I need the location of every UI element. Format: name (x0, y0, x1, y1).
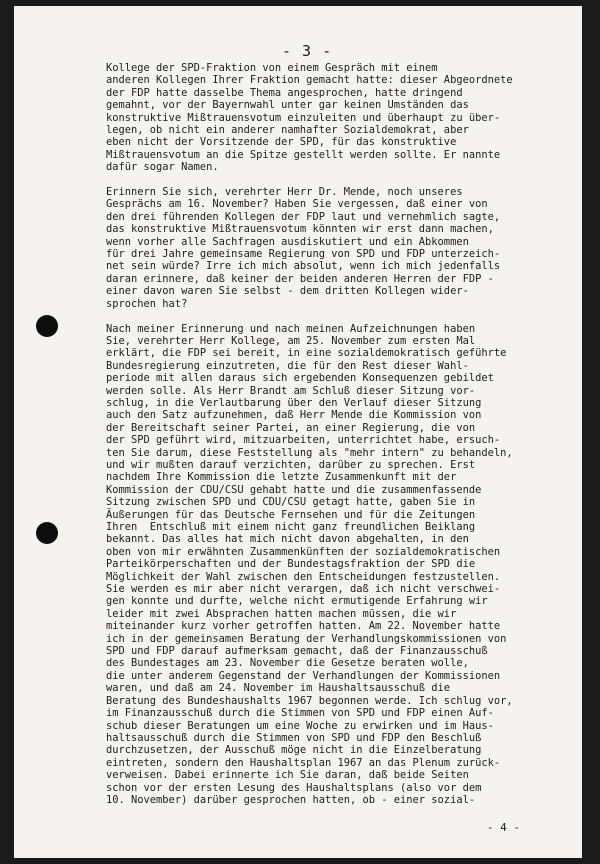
text-line: Parteikörperschaften und der Bundestagsfraktion der SPD die (106, 558, 476, 571)
letter-body (106, 62, 576, 819)
text-line: Beratung des Bundeshaushalts 1967 begonnen werde. Ich schlug vor, (106, 694, 513, 707)
text-line: Nach meiner Erinnerung und nach meinen Aufzeichnungen haben (106, 322, 476, 335)
text-line: miteinander kurz vorher getroffen hatten. Am 22. November hatte (106, 620, 501, 633)
text-line: Mißtrauensvotum an die Spitze gestellt werden sollte. Er nannte (106, 148, 501, 161)
text-line: werden solle. Als Herr Brandt am Schluß dieser Sitzung vor- (106, 384, 476, 397)
punch-hole-bottom (36, 522, 58, 544)
document-page (14, 6, 582, 858)
text-line: waren, und daß am 24. November im Haushaltsausschuß die (106, 682, 451, 695)
text-line: Äußerungen für das Deutsche Fernsehen und für die Zeitungen (106, 508, 476, 521)
text-line: einer davon waren Sie selbst - dem dritten Kollegen wider- (106, 285, 469, 298)
text-line: anderen Kollegen Ihrer Fraktion gemacht hatte: dieser Abgeordnete (106, 74, 513, 87)
text-line: 10. November) darüber gesprochen hatten, ob - einer sozial- (106, 793, 476, 806)
text-line: leider mit zwei Absprachen hatten machen müssen, die wir (106, 607, 457, 620)
text-line: erklärt, die FDP sei bereit, in eine sozialdemokratisch geführte (106, 347, 507, 360)
text-line: für drei Jahre gemeinsame Regierung von SPD und FDP unterzeich- (106, 248, 501, 261)
text-line: schlug, in die Verlautbarung über den Verlauf dieser Sitzung (106, 396, 482, 409)
text-line: nachdem Ihre Kommission die letzte Zusammenkunft mit der (106, 471, 457, 484)
text-line: verweisen. Dabei erinnerte ich Sie daran, daß beide Seiten (106, 769, 469, 782)
text-line: ten Sie darum, diese Feststellung als "mehr intern" zu behandeln, (106, 446, 513, 459)
page-number: - 3 - (282, 42, 333, 60)
text-line: Erinnern Sie sich, verehrter Herr Dr. Mende, noch unseres (106, 186, 463, 199)
text-line: Kollege der SPD-Fraktion von einem Gespräch mit einem (106, 62, 438, 74)
text-line: im Finanzausschuß durch die Stimmen von SPD und FDP einen Auf- (106, 707, 494, 720)
text-line: bekannt. Das alles hat mich nicht davon abgehalten, in den (106, 533, 469, 546)
text-line: die unter anderem Gegenstand der Verhandlungen der Kommissionen (106, 669, 501, 682)
text-line: oben von mir erwähnten Zusammenkünften der sozialdemokratischen (106, 545, 501, 558)
text-line: wenn vorher alle Sachfragen ausdiskutiert und ein Abkommen (106, 235, 469, 248)
text-line: eben nicht der Vorsitzende der SPD, für das konstruktive (106, 136, 457, 149)
text-line: Sie, verehrter Herr Kollege, am 25. November zum ersten Mal (106, 334, 476, 347)
text-line: den drei führenden Kollegen der FDP laut und vernehmlich sagte, (106, 210, 501, 223)
text-line: dafür sogar Namen. (106, 161, 219, 174)
text-line: schon vor der ersten Lesung des Haushaltsplans (also vor dem (106, 781, 482, 794)
punch-hole-top (36, 315, 58, 337)
paragraph (106, 186, 576, 310)
text-line: daran erinnere, daß keiner der beiden anderen Herren der FDP - (106, 272, 494, 285)
text-line: der SPD geführt wird, mitzuarbeiten, unterrichtet habe, ersuch- (106, 434, 501, 447)
paragraph (106, 323, 576, 807)
text-line: das konstruktive Mißtrauensvotum könnten wir erst dann machen, (106, 223, 494, 236)
text-line: periode mit allen daraus sich ergebenden Konsequenzen gebildet (106, 372, 494, 385)
text-line: Sitzung zwischen SPD und CDU/CSU getagt hatte, gaben Sie in (106, 496, 476, 509)
text-line: gemahnt, vor der Bayernwahl unter gar keinen Umständen das (106, 99, 469, 112)
text-line: SPD und FDP darauf aufmerksam gemacht, daß der Finanzausschuß (106, 645, 488, 658)
text-line: der Bereitschaft seiner Partei, an einer Regierung, die von (106, 421, 476, 434)
text-line: gen konnte und durfte, welche nicht ermutigende Erfahrung wir (106, 595, 488, 608)
text-line: eintreten, sondern den Haushaltsplan 1967 an das Plenum zurück- (106, 756, 501, 769)
paragraph (106, 62, 576, 174)
text-line: durchzusetzen, der Ausschuß möge nicht in die Einzelberatung (106, 744, 482, 757)
text-line: Gesprächs am 16. November? Haben Sie vergessen, daß einer von (106, 198, 488, 211)
next-page-marker: - 4 - (486, 821, 520, 834)
text-line: haltsausschuß durch die Stimmen von SPD und FDP den Beschluß (106, 731, 482, 744)
text-line: des Bundestages am 23. November die Gesetze beraten wolle, (106, 657, 469, 670)
text-line: legen, ob nicht ein anderer namhafter Sozialdemokrat, aber (106, 124, 469, 137)
text-line: Bundesregierung einzutreten, die für den Rest dieser Wahl- (106, 359, 469, 372)
text-line: ich in der gemeinsamen Beratung der Verhandlungskommissionen von (106, 632, 507, 645)
text-line: und wir mußten darauf verzichten, darüber zu sprechen. Erst (106, 458, 476, 471)
text-line: konstruktive Mißtrauensvotum einzuleiten und überhaupt zu über- (106, 111, 501, 124)
text-line: net sein würde? Irre ich mich absolut, wenn ich mich jedenfalls (106, 260, 501, 273)
text-line: sprochen hat? (106, 297, 188, 310)
text-line: Sie werden es mir aber nicht verargen, daß ich nicht verschwei- (106, 583, 501, 596)
text-line: schub dieser Beratungen um eine Woche zu erwirken und im Haus- (106, 719, 494, 732)
text-line: der FDP hatte dasselbe Thema angesprochen, hatte dringend (106, 86, 463, 99)
text-line: Kommission der CDU/CSU gehabt hatte und die zusammenfassende (106, 483, 482, 496)
text-line: auch den Satz aufzunehmen, daß Herr Mende die Kommission von (106, 409, 482, 422)
text-line: Ihren Entschluß mit einem nicht ganz freundlichen Beiklang (106, 521, 476, 533)
text-line: Möglichkeit der Wahl zwischen den Entscheidungen festzustellen. (106, 570, 501, 583)
